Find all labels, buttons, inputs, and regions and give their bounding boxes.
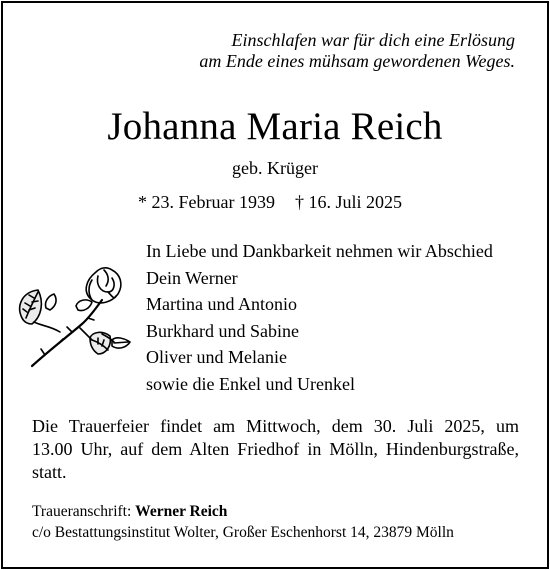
deceased-name: Johanna Maria Reich: [107, 105, 443, 148]
mourning-address: [32, 501, 454, 543]
address-line-2: c/o Bestattungsinstitut Wolter, Großer Eschenhorst 14, 23879 Mölln: [32, 524, 454, 541]
rose-icon: [12, 262, 134, 380]
mourners-intro: In Liebe und Dankbarkeit nehmen wir Abschied: [146, 241, 493, 261]
mourner-line: sowie die Enkel und Urenkel: [146, 373, 355, 394]
mourner-line: Dein Werner: [146, 267, 238, 288]
birth-name: geb. Krüger: [232, 158, 318, 178]
motto-verse: [0, 30, 515, 72]
death-date: † 16. Juli 2025: [294, 192, 402, 212]
mourner-line: Burkhard und Sabine: [146, 320, 299, 341]
life-dates: [138, 191, 402, 213]
service-line-3: statt.: [32, 462, 67, 482]
motto-line-2: am Ende eines mühsam gewordenen Weges.: [199, 51, 515, 71]
motto-line-1: Einschlafen war für dich eine Erlösung: [231, 30, 515, 50]
funeral-service-info: [32, 415, 519, 484]
address-contact: Werner Reich: [135, 503, 228, 520]
mourners-list: [146, 238, 493, 397]
service-line-1: Die Trauerfeier findet am Mittwoch, dem 30. Juli 2025, um: [32, 416, 519, 436]
address-label: Traueranschrift:: [32, 503, 136, 520]
birth-date: * 23. Februar 1939: [138, 192, 275, 212]
address-line-1: [32, 501, 454, 522]
mourner-line: Oliver und Melanie: [146, 347, 287, 367]
service-line-2: 13.00 Uhr, auf dem Alten Friedhof in Mölln, Hindenburgstraße,: [32, 439, 519, 459]
mourner-line: Martina und Antonio: [146, 294, 297, 314]
